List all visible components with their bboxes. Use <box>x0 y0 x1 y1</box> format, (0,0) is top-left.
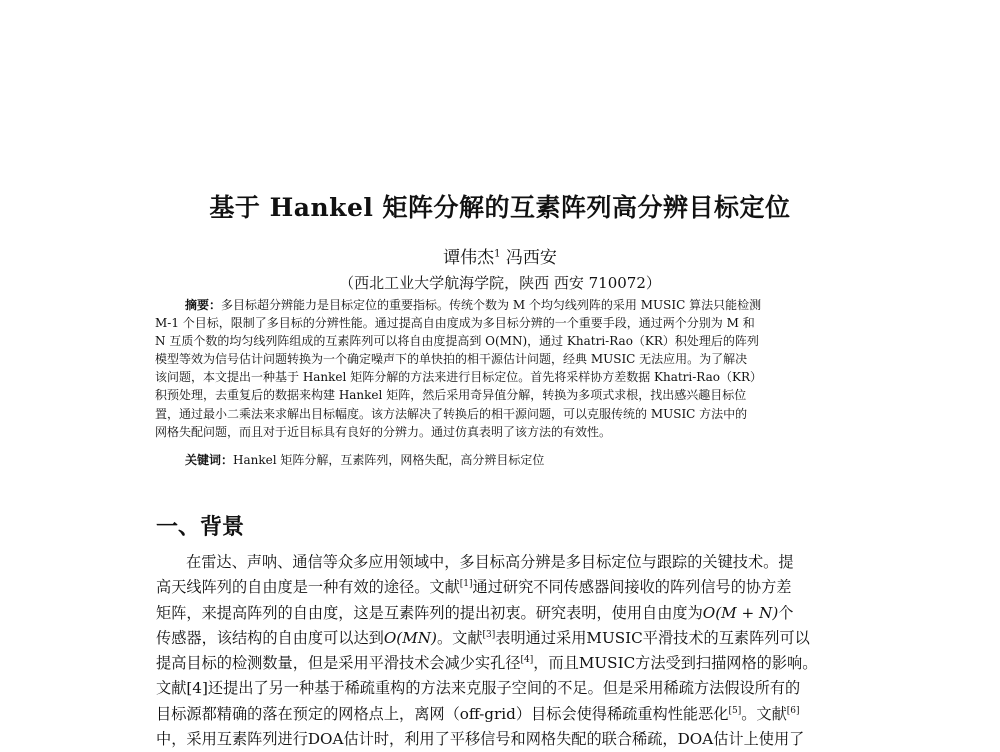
abstract-line-5: 该问题，本文提出一种基于 Hankel 矩阵分解的方法来进行目标定位。首先将采样协方差数据 Khatri-Rao（KR） <box>155 370 762 385</box>
citation[interactable]: [3] <box>482 629 496 640</box>
body-line-1: 在雷达、声呐、通信等众多应用领域中，多目标高分辨是多目标定位与跟踪的关键技术。提 <box>186 553 794 571</box>
abstract-line-3: N 互质个数的均匀线列阵组成的互素阵列可以将自由度提高到 O(MN)，通过 Khatri-Rao（KR）积处理后的阵列 <box>155 334 759 349</box>
author-1-affiliation-mark: 1 <box>494 248 501 260</box>
abstract-line-4: 模型等效为信号估计问题转换为一个确定噪声下的单快拍的相干源估计问题，经典 MUSIC 无法应用。为了解决 <box>155 352 748 367</box>
body-text <box>156 550 856 752</box>
author-2: 冯西安 <box>505 248 557 268</box>
abstract-line-2: M-1 个目标，限制了多目标的分辨性能。通过提高自由度成为多目标分辨的一个重要手段，通过两个分别为 M 和 <box>155 316 755 331</box>
math-expression: O(M + N) <box>702 603 779 622</box>
paper-title: 基于 Hankel 矩阵分解的互素阵列高分辨目标定位 <box>209 193 791 222</box>
abstract <box>155 296 855 441</box>
citation[interactable]: [6] <box>786 705 800 716</box>
body-line-6: 文献[4]还提出了另一种基于稀疏重构的方法来克服子空间的不足。但是采用稀疏方法假设所有的 <box>156 679 801 698</box>
body-line-3: 矩阵，来提高阵列的自由度，这是互素阵列的提出初衷。研究表明，使用自由度为O(M + N)个 <box>156 603 794 622</box>
affiliation: （西北工业大学航海学院，陕西 西安 710072） <box>339 274 661 292</box>
section-heading: 一、背景 <box>156 514 245 540</box>
keywords <box>185 451 865 468</box>
abstract-label: 摘要： <box>185 298 222 312</box>
body-line-2: 高天线阵列的自由度是一种有效的途径。文献[1]通过研究不同传感器间接收的阵列信号的协方差 <box>156 578 792 597</box>
body-line-7: 目标源都精确的落在预定的网格点上，离网（off-grid）目标会使得稀疏重构性能恶化[5]。文献[6] <box>156 704 800 723</box>
body-line-5: 提高目标的检测数量，但是采用平滑技术会减少实孔径[4]，而且MUSIC方法受到扫描网格的影响。 <box>156 654 818 673</box>
abstract-line-6: 积预处理，去重复后的数据来构建 Hankel 矩阵，然后采用奇异值分解，转换为多项式求根，找出感兴趣目标位 <box>155 388 747 403</box>
abstract-line-7: 置，通过最小二乘法来求解出目标幅度。该方法解决了转换后的相干源问题，可以克服传统的 MUSIC 方法中的 <box>155 406 748 421</box>
citation[interactable]: [1] <box>459 579 473 590</box>
author-1: 谭伟杰 <box>443 248 495 268</box>
citation[interactable]: [5] <box>728 705 742 716</box>
math-expression: O(MN) <box>383 628 437 647</box>
abstract-line-8: 网格失配问题，而且对于近目标具有良好的分辨力。通过仿真表明了该方法的有效性。 <box>155 424 612 439</box>
keywords-label: 关键词： <box>185 453 234 467</box>
body-line-4: 传感器，该结构的自由度可以达到O(MN)。文献[3]表明通过采用MUSIC平滑技术的互素阵列可以 <box>156 628 810 647</box>
citation[interactable]: [4] <box>520 655 534 666</box>
author-list <box>0 243 1000 268</box>
body-line-8: 中，采用互素阵列进行DOA估计时，利用了平移信号和网格失配的联合稀疏，DOA估计上使用了 <box>156 730 805 749</box>
keywords-text: Hankel 矩阵分解，互素阵列，网格失配，高分辨目标定位 <box>233 453 545 467</box>
abstract-line-1: 摘要：多目标超分辨能力是目标定位的重要指标。传统个数为 M 个均匀线列阵的采用 MUSIC 算法只能检测 <box>185 298 762 312</box>
